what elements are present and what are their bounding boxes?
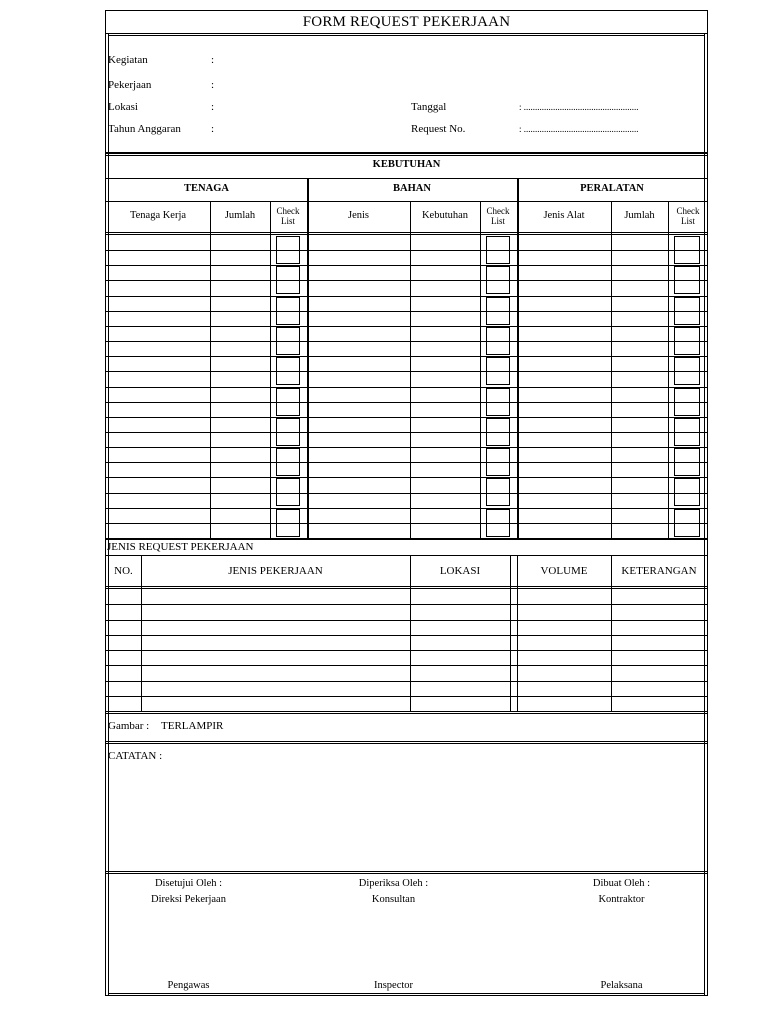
divider-catatan-end xyxy=(106,871,707,872)
col-jenis-alat: Jenis Alat xyxy=(543,210,585,221)
sign-1-role: Disetujui Oleh : xyxy=(154,878,223,889)
tanggal-label: Tanggal xyxy=(411,101,447,113)
col-jenis: Jenis xyxy=(348,210,369,221)
kegiatan-label: Kegiatan xyxy=(108,54,148,66)
table-row-line xyxy=(106,356,707,357)
divider-columns-rows xyxy=(106,232,707,233)
table-row-line xyxy=(106,250,707,251)
col-jumlah-peralatan: Jumlah xyxy=(624,210,655,221)
catatan-label: CATATAN : xyxy=(108,750,163,762)
table-row-line xyxy=(106,447,707,448)
sign-1-party: Direksi Pekerjaan xyxy=(151,894,226,905)
table-row-line xyxy=(106,523,707,524)
table-row-line xyxy=(106,371,707,372)
table-row-line xyxy=(106,462,707,463)
sign-3-role: Dibuat Oleh : xyxy=(592,878,651,889)
table-row-line xyxy=(106,417,707,418)
request-row-line xyxy=(106,696,707,697)
divider-kebutuhan-end xyxy=(106,538,707,540)
divider-request-end xyxy=(106,711,707,712)
tahun-anggaran-colon: : xyxy=(211,123,215,135)
sign-3-title: Pelaksana xyxy=(600,980,643,991)
request-column-divider xyxy=(517,555,518,711)
divider-kebutuhan-groups xyxy=(106,178,707,179)
tenaga-group-heading: TENAGA xyxy=(184,183,229,194)
check-box[interactable] xyxy=(486,478,510,506)
table-row-line xyxy=(106,311,707,312)
column-divider xyxy=(668,201,669,538)
col-volume: VOLUME xyxy=(540,565,588,577)
table-row-line xyxy=(106,432,707,433)
divider-request-end-inner xyxy=(106,713,707,714)
lokasi-colon: : xyxy=(211,101,215,113)
table-row-line xyxy=(106,280,707,281)
col-tenaga-kerja: Tenaga Kerja xyxy=(129,210,187,221)
check-box[interactable] xyxy=(674,478,700,506)
tahun-anggaran-label: Tahun Anggaran xyxy=(108,123,181,135)
col-keterangan: KETERANGAN xyxy=(621,565,697,577)
divider-header-kebutuhan xyxy=(106,152,707,154)
divider-request-columns xyxy=(106,586,707,587)
inner-frame-bottom xyxy=(108,993,704,994)
table-row-line xyxy=(106,477,707,478)
table-row-line xyxy=(106,296,707,297)
sign-2-role: Diperiksa Oleh : xyxy=(358,878,429,889)
peralatan-group-heading: PERALATAN xyxy=(580,183,644,194)
sign-2-title: Inspector xyxy=(373,980,414,991)
pekerjaan-colon: : xyxy=(211,79,215,91)
col-check-list-tenaga: Check List xyxy=(276,206,300,226)
col-check-list-peralatan: Check List xyxy=(676,206,700,226)
table-row-line xyxy=(106,402,707,403)
inner-frame-right xyxy=(704,33,705,995)
table-row-line xyxy=(106,493,707,494)
request-heading: JENIS REQUEST PEKERJAAN xyxy=(107,541,254,553)
divider-request-heading xyxy=(106,555,707,556)
request-column-divider xyxy=(611,555,612,711)
col-jenis-pekerjaan: JENIS PEKERJAAN xyxy=(228,565,323,577)
request-no-label: Request No. xyxy=(411,123,466,135)
col-check-list-bahan: Check List xyxy=(486,206,510,226)
sign-2-party: Konsultan xyxy=(371,894,416,905)
col-jumlah-tenaga: Jumlah xyxy=(224,210,256,221)
pekerjaan-label: Pekerjaan xyxy=(108,79,152,91)
divider-header-kebutuhan-inner xyxy=(106,155,707,156)
gambar-label: Gambar : xyxy=(108,720,150,732)
bahan-group-heading: BAHAN xyxy=(393,183,431,194)
column-divider xyxy=(410,201,411,538)
request-row-line xyxy=(106,635,707,636)
request-row-line xyxy=(106,604,707,605)
col-kebutuhan: Kebutuhan xyxy=(421,210,469,221)
request-column-divider xyxy=(141,555,142,711)
form-title: FORM REQUEST PEKERJAAN xyxy=(106,11,707,34)
table-row-line xyxy=(106,387,707,388)
table-row-line xyxy=(106,265,707,266)
table-row-line xyxy=(106,508,707,509)
column-divider xyxy=(611,201,612,538)
request-no-field[interactable]: : ................................................... xyxy=(519,124,639,134)
request-column-divider xyxy=(510,555,511,711)
kegiatan-colon: : xyxy=(211,54,215,66)
table-row-line xyxy=(106,326,707,327)
request-row-line xyxy=(106,650,707,651)
gambar-value: TERLAMPIR xyxy=(161,720,224,732)
divider-catatan-end-inner xyxy=(106,873,707,874)
request-row-line xyxy=(106,681,707,682)
request-row-line xyxy=(106,620,707,621)
col-no: NO. xyxy=(114,565,133,577)
col-lokasi: LOKASI xyxy=(439,565,481,577)
request-row-line xyxy=(106,665,707,666)
column-divider xyxy=(480,201,481,538)
catatan-area[interactable] xyxy=(109,765,704,869)
inner-frame-left xyxy=(108,33,109,995)
divider-request-columns-inner xyxy=(106,588,707,589)
tanggal-field[interactable]: : ................................................... xyxy=(519,102,639,112)
kebutuhan-heading: KEBUTUHAN xyxy=(372,159,441,170)
divider-gambar-end-inner xyxy=(106,743,707,744)
sign-3-party: Kontraktor xyxy=(598,894,645,905)
inner-frame-top xyxy=(108,35,704,36)
column-divider xyxy=(210,201,211,538)
table-row-line xyxy=(106,341,707,342)
request-form xyxy=(105,10,708,996)
column-divider xyxy=(270,201,271,538)
lokasi-label: Lokasi xyxy=(108,101,138,113)
sign-1-title: Pengawas xyxy=(167,980,210,991)
divider-columns-rows-inner xyxy=(106,234,707,235)
request-column-divider xyxy=(410,555,411,711)
check-box[interactable] xyxy=(276,478,300,506)
divider-gambar-end xyxy=(106,741,707,742)
divider-groups-columns xyxy=(106,201,707,202)
